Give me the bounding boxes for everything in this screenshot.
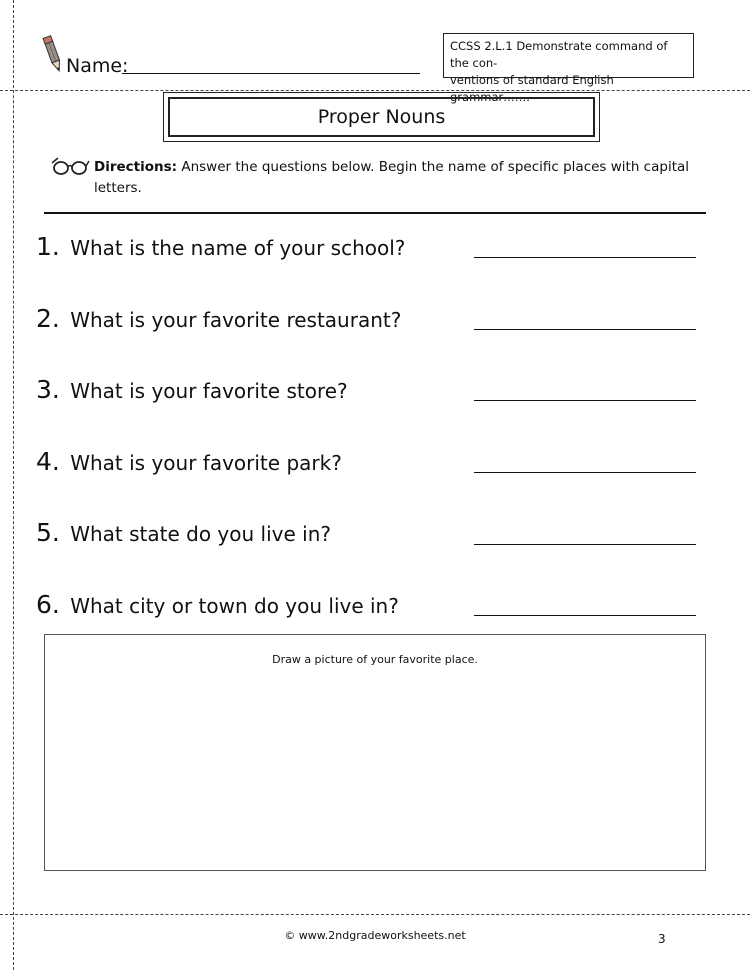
- answer-line-2[interactable]: [474, 329, 696, 330]
- standard-line: ventions of standard English grammar…….: [450, 73, 614, 104]
- question-text: What state do you live in?: [70, 522, 331, 546]
- answer-line-6[interactable]: [474, 615, 696, 616]
- question-4: [36, 447, 342, 476]
- name-label: Name:: [66, 55, 129, 77]
- answer-line-3[interactable]: [474, 400, 696, 401]
- question-5: [36, 518, 331, 547]
- vertical-cut-line: [13, 0, 14, 970]
- title-box: [163, 92, 600, 142]
- pencil-icon: [42, 34, 64, 74]
- question-number: 1.: [36, 232, 60, 261]
- copyright-footer: © www.2ndgradeworksheets.net: [284, 929, 466, 942]
- directions-label: Directions:: [94, 159, 178, 175]
- question-1: [36, 232, 405, 261]
- question-text: What is your favorite restaurant?: [70, 308, 402, 332]
- drawing-area[interactable]: [44, 634, 706, 871]
- answer-line-5[interactable]: [474, 544, 696, 545]
- question-number: 4.: [36, 447, 60, 476]
- divider: [44, 212, 706, 214]
- glasses-icon: [50, 155, 90, 177]
- question-text: What is your favorite store?: [70, 379, 348, 403]
- question-number: 5.: [36, 518, 60, 547]
- standards-box: [443, 33, 694, 104]
- answer-line-4[interactable]: [474, 472, 696, 473]
- question-6: [36, 590, 399, 619]
- answer-line-1[interactable]: [474, 257, 696, 258]
- bottom-cut-line: [0, 914, 750, 915]
- question-number: 2.: [36, 304, 60, 333]
- question-text: What is your favorite park?: [70, 451, 342, 475]
- page-title: Proper Nouns: [168, 97, 595, 137]
- question-number: 3.: [36, 375, 60, 404]
- question-number: 6.: [36, 590, 60, 619]
- directions: [94, 157, 694, 199]
- name-answer-line[interactable]: [122, 73, 420, 74]
- directions-text: Answer the questions below. Begin the name of specific places with capital letters.: [94, 159, 690, 196]
- page-number: 3: [658, 932, 666, 946]
- drawing-prompt: Draw a picture of your favorite place.: [272, 653, 478, 666]
- question-2: [36, 304, 401, 333]
- question-3: [36, 375, 348, 404]
- standard-line: CCSS 2.L.1 Demonstrate command of the con-: [450, 39, 668, 70]
- question-text: What is the name of your school?: [70, 236, 406, 260]
- question-text: What city or town do you live in?: [70, 594, 399, 618]
